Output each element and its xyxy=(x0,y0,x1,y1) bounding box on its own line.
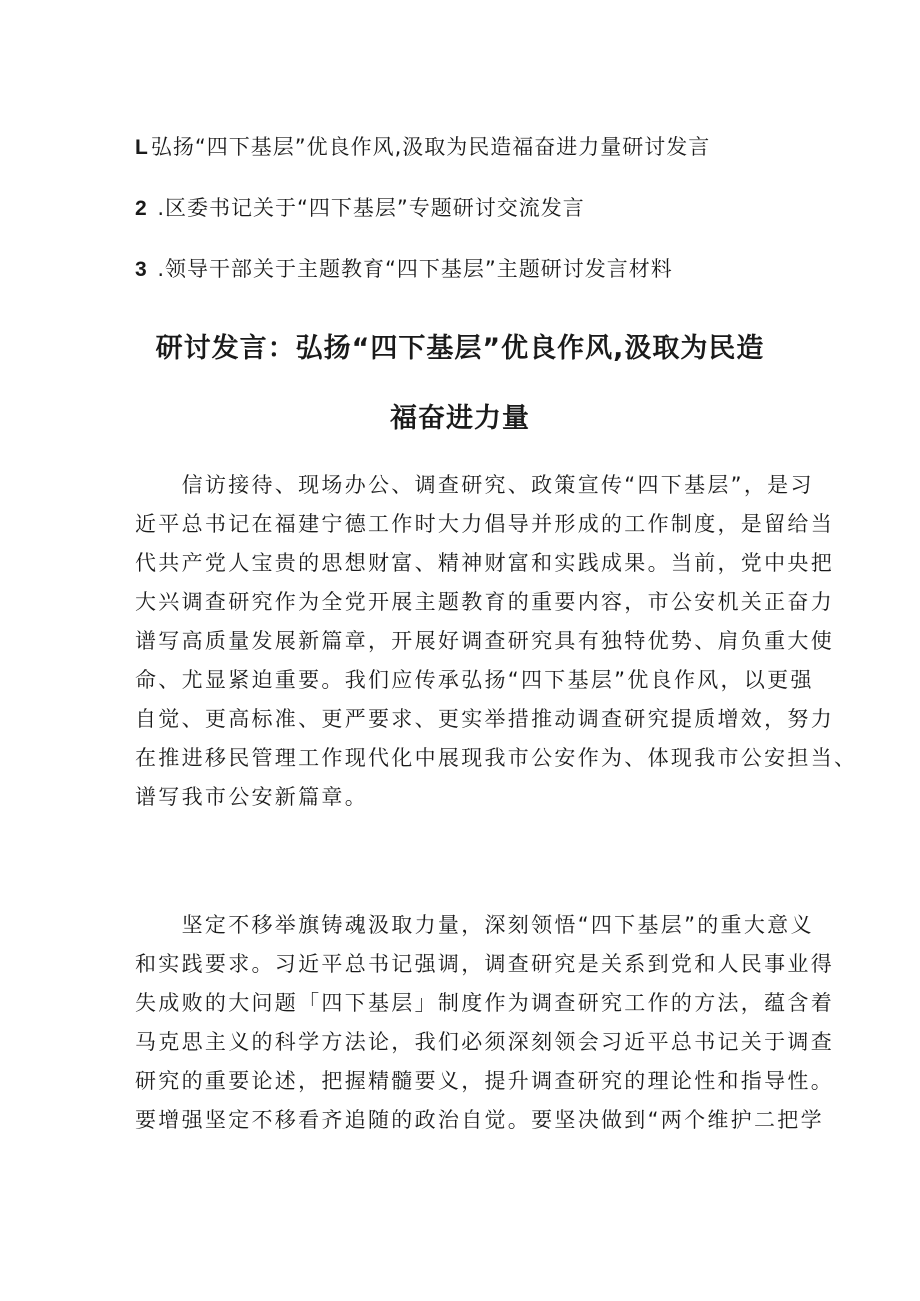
toc-item-text: .领导干部关于主题教育“四下基层”主题研讨发言材料 xyxy=(149,257,673,281)
paragraph-line: 谱写我市公安新篇章。 xyxy=(135,785,368,809)
document-title-line-2: 福奋进力量 xyxy=(390,403,530,434)
paragraph-line: 大兴调查研究作为全党开展主题教育的重要内容，市公安机关正奋力 xyxy=(135,590,834,614)
paragraph-2 xyxy=(135,906,834,1140)
paragraph-line: 坚定不移举旗铸魂汲取力量，深刻领悟“四下基层”的重大意义 xyxy=(135,913,814,937)
paragraph-line: 要增强坚定不移看齐追随的政治自觉。要坚决做到“两个维护二把学 xyxy=(135,1108,824,1132)
paragraph-line: 近平总书记在福建宁德工作时大力倡导并形成的工作制度，是留给当 xyxy=(135,512,834,536)
paragraph-line: 失成败的大问题「四下基层」制度作为调查研究工作的方法，蕴含着 xyxy=(135,991,834,1015)
paragraph-line: 代共产党人宝贵的思想财富、精神财富和实践成果。当前，党中央把 xyxy=(135,551,834,575)
paragraph-line: 研究的重要论述，把握精髓要义，提升调查研究的理论性和指导性。 xyxy=(135,1069,834,1093)
toc-item-number: L xyxy=(135,136,149,159)
paragraph-line: 和实践要求。习近平总书记强调，调查研究是关系到党和人民事业得 xyxy=(135,952,834,976)
toc-item-text: 弘扬“四下基层”优良作风,汲取为民造福奋进力量研讨发言 xyxy=(150,135,711,159)
document-title-line-1: 研讨发言：弘扬“四下基层”优良作风,汲取为民造 xyxy=(155,333,765,364)
toc-item-number: 2 xyxy=(135,197,148,220)
paragraph-line: 命、尤显紧迫重要。我们应传承弘扬“四下基层”优良作风，以更强 xyxy=(135,668,814,692)
toc-item-3 xyxy=(135,254,835,284)
paragraph-line: 谱写高质量发展新篇章，开展好调查研究具有独特优势、肩负重大使 xyxy=(135,629,834,653)
paragraph-line: 在推进移民管理工作现代化中展现我市公安作为、体现我市公安担当、 xyxy=(135,746,858,770)
toc-item-1 xyxy=(135,132,835,162)
toc-item-number: 3 xyxy=(135,258,148,281)
paragraph-line: 自觉、更高标准、更严要求、更实举措推动调查研究提质增效，努力 xyxy=(135,707,834,731)
paragraph-1 xyxy=(135,466,858,817)
paragraph-line: 马克思主义的科学方法论，我们必须深刻领会习近平总书记关于调查 xyxy=(135,1030,834,1054)
paragraph-line: 信访接待、现场办公、调查研究、政策宣传“四下基层”，是习 xyxy=(135,473,814,497)
toc-item-text: .区委书记关于“四下基层”专题研讨交流发言 xyxy=(149,196,585,220)
table-of-contents xyxy=(135,132,835,315)
toc-item-2 xyxy=(135,193,835,223)
